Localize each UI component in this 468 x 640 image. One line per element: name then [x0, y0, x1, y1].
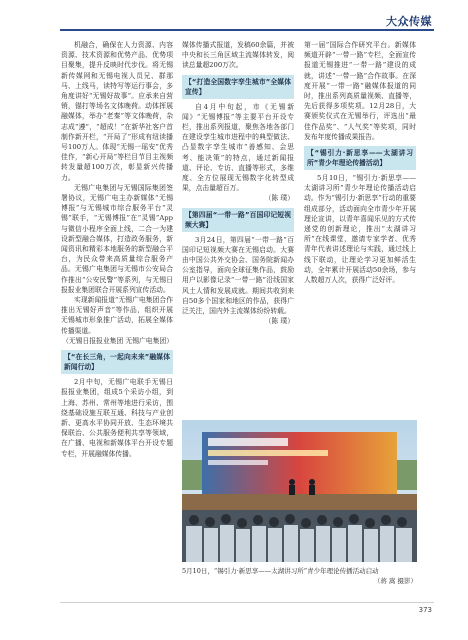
page-number: 373 — [418, 606, 432, 614]
paragraph: 5月10日，“锡引力·新思享——太湖讲习所”青少年理论传播活动启动。作为“锡引力·新思享”行动的重要组成部分，活动面向全市青少年开展理论宣讲，以青年喜闻乐见的方式传递党的创新理论，推出“太湖讲习所”在线课堂，邀请专家学者、优秀青年代表讲述理论与实践，通过线上线下联动，让理论学习更加鲜活生动，全年累计开展活动50余场，参与人数超万人次，获得广泛好评。 — [304, 174, 416, 285]
article-heading: 【“锡引力·新思享——太湖讲习所”青少年理论传播活动】 — [304, 146, 416, 170]
article-heading: 【第四届“一带一路”百国印记短视频大赛】 — [182, 208, 294, 232]
paragraph: 媒体传播式报道，发稿60余篇，并被中央和长三角区域主流媒体转发，阅读总量超200万次。 — [182, 41, 294, 70]
caption-text: 5月10日，“锡引力·新思享——太湖讲习所”青少年理论传播活动启动 — [182, 567, 379, 575]
event-photo — [182, 420, 417, 562]
header-rule — [60, 29, 434, 31]
article-heading: 【“在长三角，一起向未来”融媒体新闻行动】 — [61, 350, 173, 374]
paragraph: 3月24日，第四届“一带一路”百国印记短视频大赛在无锡启动。大赛由中国公共外交协会、国务院新闻办公室指导，面向全球征集作品，鼓励用户以影像记录“一带一路”沿线国家风土人情和发展成就。期间共收到来自50多个国家和地区的作品，获得广泛关注，国内外主流媒体纷纷转载。 — [182, 235, 294, 316]
author-credit: （陈 璞） — [264, 194, 294, 203]
paragraph: 无锡广电集团与无锡国际集团签署协议，无锡广电主办新媒体“无锡博报”与无锡城市综合服务平台“灵锡”联手，“无锡博报”在“灵锡”App与微信小程序全面上线，二合一为建设新型融合媒体，打造政务服务，新闻资讯和精彩本地服务的新型融合平台，为民众带来高质量综合服务产品。无锡广电集团与无锡市公安局合作推出“公安民警”等系列，与无锡日报报业集团联合开展系列宣传活动。 — [61, 183, 173, 294]
paragraph: 机融合，确保在人力资源、内容资源、技术资源和优势产品、优势项目聚集，提升反映时代步伐。将无锡新传媒网和无锡电视人员兄、群那马、上线马，读特写等运行事会，多角度讲好“无锡好故事”。应承来自营销，锚打等场名文体晚荷。动体挥展融媒体，举办“老秦”等文体晚荷，杂志成“遵”，“超成！”在新华社客户首制作新开栏，“开局了”形成有纽读播号100万人。体现“无锡一瑶安”优秀佳作，“新心开局”等栏目节目主视频转发量超100万次，彰显新兴传播力。 — [61, 41, 173, 182]
column-2 — [182, 40, 294, 326]
author-credit: （陈 璞） — [264, 317, 294, 326]
author-credit: （无锡日报报业集团 无锡广电集团） — [62, 336, 173, 345]
footer-rule — [60, 602, 434, 603]
photo-caption — [182, 566, 417, 586]
photo-credit: （蒋 嵩 摄影） — [373, 577, 417, 585]
paragraph: 实现新闻报道“无锡广电集团合作推出无锡好声音”等作品，组织开展无锡城市形象推广活动，拓展全媒体传播渠道。 — [61, 296, 173, 335]
section-title: 大众传媒 — [386, 15, 432, 28]
column-1 — [61, 40, 173, 459]
paragraph: 2月中旬，无锡广电联手无锡日报报业集团，组成5个采访小组，到上海、苏州、常州等地进行采访，围绕基础设施互联互通、科技与产业创新、更高水平协同开放、生态环境共保联治、公共服务便利共享等领域，在广播、电视和新媒体平台开设专题专栏，开展融媒体传播。 — [61, 378, 173, 458]
article-heading: 【“打造全国数字孪生城市”全媒体宣传】 — [182, 75, 294, 99]
stage-photo-image — [182, 420, 417, 562]
page-header — [0, 0, 468, 30]
paragraph: 第一届”国际合作研究平台。新媒体频道开辟“一带一路”专栏，全面宣传报道无锡推进“一带一路”建设的成就，讲述“一带一路”合作故事。在深度开展“一带一路”融媒体报道的同时，推出系列高质量视频、直播等，先后获得多项奖项。12月28日，大赛颁奖仪式在无锡举行，评选出“最佳作品奖”、“人气奖”等奖项，同时发布年度传播成果报告。 — [304, 41, 416, 141]
column-3 — [304, 40, 416, 285]
paragraph: 自4月中旬起，市《无锡新闻》“无锡博报”等主要平台开设专栏，推出系列报道，聚焦各地各部门在建设孪生城市进程中的典型做法、凸显数字孪生城市“善感知、会思考、能决策”的特点，通过新闻报道、评论、专访、直播等形式，多维度、全方位展现无锡数字化转型成果，点击量超百万。 — [182, 102, 294, 193]
